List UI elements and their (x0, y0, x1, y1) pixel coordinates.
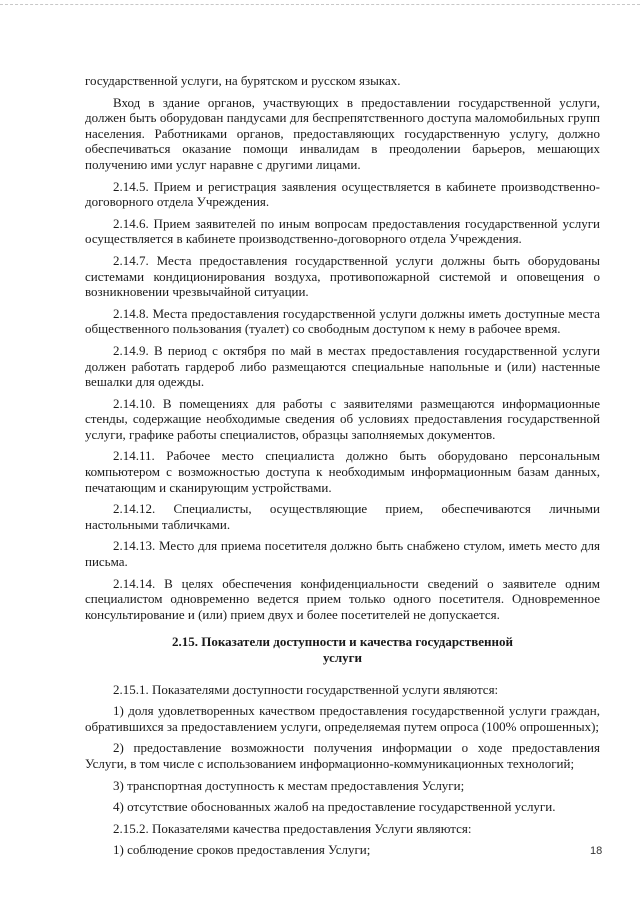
list-item: 1) доля удовлетворенных качеством предоставления государственной услуги граждан, обратившихся за предоставлением услуги, определяемая путем опроса (100% опрошенных); (85, 703, 600, 734)
paragraph: 2.14.8. Места предоставления государственной услуги должны иметь доступные места общественного пользования (туалет) со свободным доступом к нему в рабочее время. (85, 305, 600, 337)
paragraph: государственной услуги, на бурятском и русском языках. (85, 73, 401, 88)
paragraph: 2.14.5. Прием и регистрация заявления осуществляется в кабинете производственно-договорного отдела Учреждения. (85, 178, 600, 210)
paragraph: 2.14.13. Место для приема посетителя должно быть снабжено стулом, иметь место для письма. (85, 538, 600, 570)
paragraph: Вход в здание органов, участвующих в предоставлении государственной услуги, должен быть оборудован пандусами для беспрепятственного доступа маломобильных групп населения. Работниками органов, предоставляющих государственную услугу, должно обеспечиваться оказание помощи инвалидам в преодолении барьеров, мешающих получению ими услуг наравне с другими лицами. (85, 94, 600, 172)
list-item: 2) предоставление возможности получения информации о ходе предоставления Услуги, в том числе с использованием информационно-коммуникационных технологий; (85, 740, 600, 771)
paragraph: 2.14.12. Специалисты, осуществляющие прием, обеспечиваются личными настольными табличками. (85, 501, 600, 532)
paragraph: 2.14.11. Рабочее место специалиста должно быть оборудовано персональным компьютером с возможностью доступа к необходимым информационным базам данных, печатающим и сканирующим устройствами. (85, 448, 600, 495)
list-item: 3) транспортная доступность к местам предоставления Услуги; (113, 777, 465, 793)
list-item: 4) отсутствие обоснованных жалоб на предоставление государственной услуги. (113, 799, 556, 815)
paragraph: 2.15.1. Показателями доступности государственной услуги являются: (113, 681, 499, 697)
list-item: 1) соблюдение сроков предоставления Услуги; (113, 842, 371, 858)
paragraph: 2.14.6. Прием заявителей по иным вопросам предоставления государственной услуги осуществляется в кабинете производственно-договорного отдела Учреждения. (85, 215, 600, 247)
page-number: 18 (590, 845, 603, 857)
document-page (85, 73, 603, 864)
paragraph: 2.14.9. В период с октября по май в местах предоставления государственной услуги должен работать гардероб либо размещаются специальные напольные и (или) настенные вешалки для одежды. (85, 342, 600, 390)
section-heading: 2.15. Показатели доступности и качества государственной услуги (172, 634, 513, 665)
paragraph: 2.14.14. В целях обеспечения конфиденциальности сведений о заявителе одним специалистом одновременно ведется прием только одного посетителя. Одновременное консультирование и (или) прием двух и более посетителей не допускается. (85, 575, 600, 622)
paragraph: 2.14.7. Места предоставления государственной услуги должны быть оборудованы системами кондиционирования воздуха, противопожарной системой и оповещения о возникновении чрезвычайной ситуации. (85, 252, 600, 300)
scan-top-edge (0, 4, 640, 6)
paragraph: 2.15.2. Показателями качества предоставления Услуги являются: (113, 820, 472, 836)
paragraph: 2.14.10. В помещениях для работы с заявителями размещаются информационные стенды, содержащие необходимые сведения об условиях предоставления государственной услуги, графике работы специалистов, образцы заполняемых документов. (85, 395, 600, 442)
